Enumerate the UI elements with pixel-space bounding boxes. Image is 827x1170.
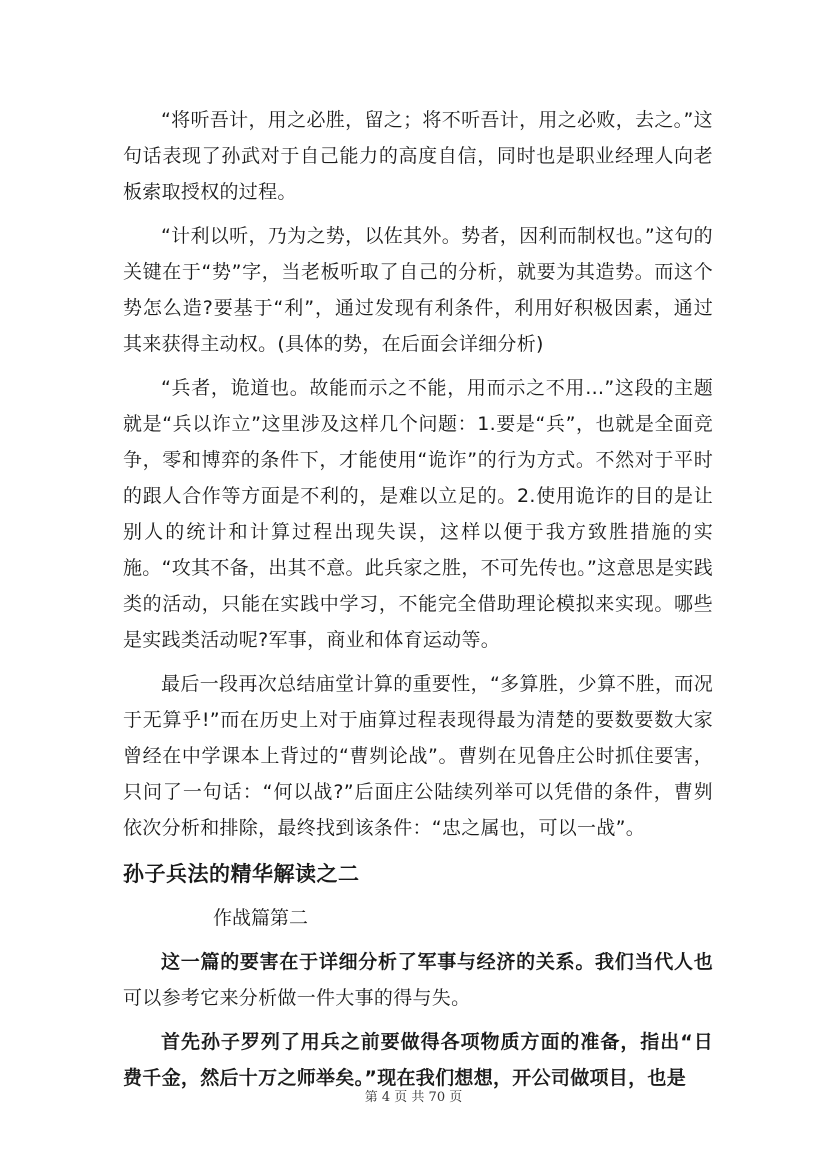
paragraph-3: “兵者，诡道也。故能而示之不能，用而示之不用…”这段的主题就是“兵以诈立”这里涉及这样几个问题：1.要是“兵”，也就是全面竞争，零和博弈的条件下，才能使用“诡诈”的行为方式。不然对于平时的跟人合作等方面是不利的，是难以立足的。2.使用诡诈的目的是让别人的统计和计算过程出现失误，这样以便于我方致胜措施的实施。“攻其不备，出其不意。此兵家之胜，不可先传也。”这意思是实践类的活动，只能在实践中学习，不能完全借助理论模拟来实现。哪些是实践类活动呢?军事，商业和体育运动等。	[123, 377, 713, 651]
page-footer: 第 4 页 共 70 页	[364, 1090, 463, 1105]
page-content	[123, 102, 713, 1104]
paragraph-4: 最后一段再次总结庙堂计算的重要性，“多算胜，少算不胜，而况于无算乎!”而在历史上对于庙算过程表现得最为清楚的要数要数大家曾经在中学课本上背过的“曹刿论战”。曹刿在见鲁庄公时抓住要害，只问了一句话：“何以战?”后面庄公陆续列举可以凭借的条件，曹刿依次分析和排除，最终找到该条件：“忠之属也，可以一战”。	[123, 673, 713, 839]
paragraph-5	[123, 944, 713, 1016]
paragraph-5-regular: 可以参考它来分析做一件大事的得与失。	[123, 987, 471, 1009]
paragraph-6: 首先孙子罗列了用兵之前要做得各项物质方面的准备，指出“日费千金，然后十万之师举矣。”现在我们想想，开公司做项目，也是	[123, 1031, 713, 1089]
paragraph-5-bold: 这一篇的要害在于详细分析了军事与经济的关系。我们当代人也	[161, 951, 713, 973]
section-title: 孙子兵法的精华解读之二	[123, 862, 360, 886]
paragraph-5-text	[123, 951, 713, 1009]
paragraph-2: “计利以听，乃为之势，以佐其外。势者，因利而制权也。”这句的关键在于“势”字，当老板听取了自己的分析，就要为其造势。而这个势怎么造?要基于“利”，通过发现有利条件，利用好积极因素，通过其来获得主动权。(具体的势，在后面会详细分析)	[123, 225, 713, 355]
paragraph-1: “将听吾计，用之必胜，留之；将不听吾计，用之必败，去之。”这句话表现了孙武对于自己能力的高度自信，同时也是职业经理人向老板索取授权的过程。	[123, 109, 713, 203]
chapter-subtitle: 作战篇第二	[213, 907, 309, 929]
